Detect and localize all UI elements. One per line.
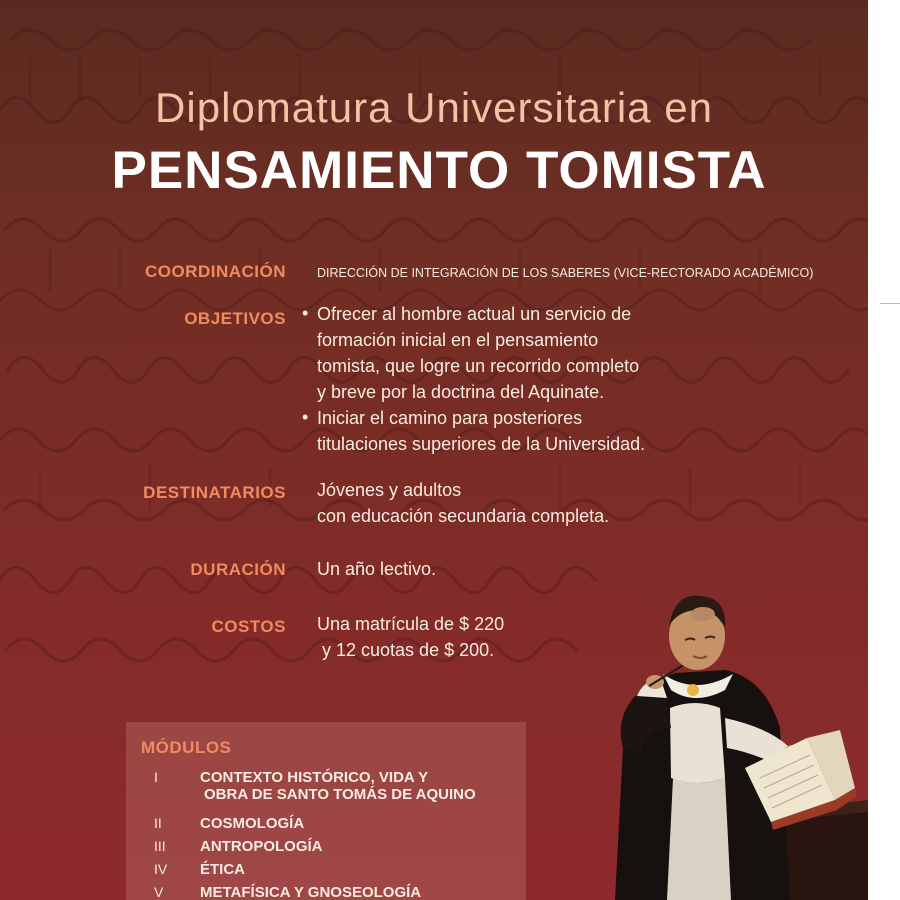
module-item: [126, 815, 526, 838]
modules-heading: MÓDULOS: [141, 738, 232, 757]
objetivos-line: formación inicial en el pensamiento: [317, 330, 599, 350]
modules-list: [126, 769, 526, 900]
objetivos-label: OBJETIVOS: [184, 309, 286, 328]
destinatarios-label: DESTINATARIOS: [143, 483, 286, 502]
duracion-label: DURACIÓN: [190, 560, 286, 579]
module-number: V: [154, 884, 164, 900]
costos-label: COSTOS: [211, 617, 286, 636]
module-number: II: [154, 815, 162, 831]
bullet-2: •: [302, 407, 309, 427]
module-item: [126, 861, 526, 884]
module-name: COSMOLOGÍA: [200, 815, 305, 832]
module-name: [200, 769, 476, 803]
module-name-line: CONTEXTO HISTÓRICO, VIDA Y: [200, 769, 429, 786]
duracion-value: Un año lectivo.: [317, 559, 437, 579]
module-number: I: [154, 769, 158, 785]
objetivos-line: Iniciar el camino para posteriores: [317, 408, 583, 428]
module-name: ANTROPOLOGÍA: [200, 838, 323, 855]
module-name: ÉTICA: [200, 861, 245, 878]
subtitle: Diplomatura Universitaria en: [155, 84, 713, 131]
edge-line: [880, 303, 900, 304]
objetivos-line: Ofrecer al hombre actual un servicio de: [317, 304, 632, 324]
objetivos-line: tomista, que logre un recorrido completo: [317, 356, 640, 376]
module-item: [126, 838, 526, 861]
costos-line: Una matrícula de $ 220: [317, 614, 505, 634]
coordinacion-label: COORDINACIÓN: [144, 262, 286, 281]
destinatarios-value: [317, 477, 609, 529]
module-number: III: [154, 838, 166, 854]
costos-line: y 12 cuotas de $ 200.: [317, 640, 495, 660]
objetivos-line: titulaciones superiores de la Universidad.: [317, 434, 646, 454]
destinatarios-line: con educación secundaria completa.: [317, 506, 610, 526]
module-item: [126, 884, 526, 900]
objetivos-bullet-2: [317, 405, 645, 457]
coordinacion-value: DIRECCIÓN DE INTEGRACIÓN DE LOS SABERES (VICE-RECTORADO ACADÉMICO): [317, 266, 814, 280]
objetivos-line: y breve por la doctrina del Aquinate.: [317, 382, 605, 402]
costos-value: [317, 611, 504, 663]
module-number: IV: [154, 861, 168, 877]
destinatarios-line: Jóvenes y adultos: [317, 480, 462, 500]
bullet-1: •: [302, 303, 309, 323]
objetivos-bullet-1: [317, 301, 639, 405]
page-title: PENSAMIENTO TOMISTA: [111, 141, 767, 200]
modules-box: [126, 722, 526, 900]
module-name-line: OBRA DE SANTO TOMÁS DE AQUINO: [204, 786, 476, 803]
saint-thomas-aquinas-illustration: [575, 578, 868, 900]
module-name: METAFÍSICA Y GNOSEOLOGÍA: [200, 884, 422, 900]
module-item: [126, 769, 526, 815]
